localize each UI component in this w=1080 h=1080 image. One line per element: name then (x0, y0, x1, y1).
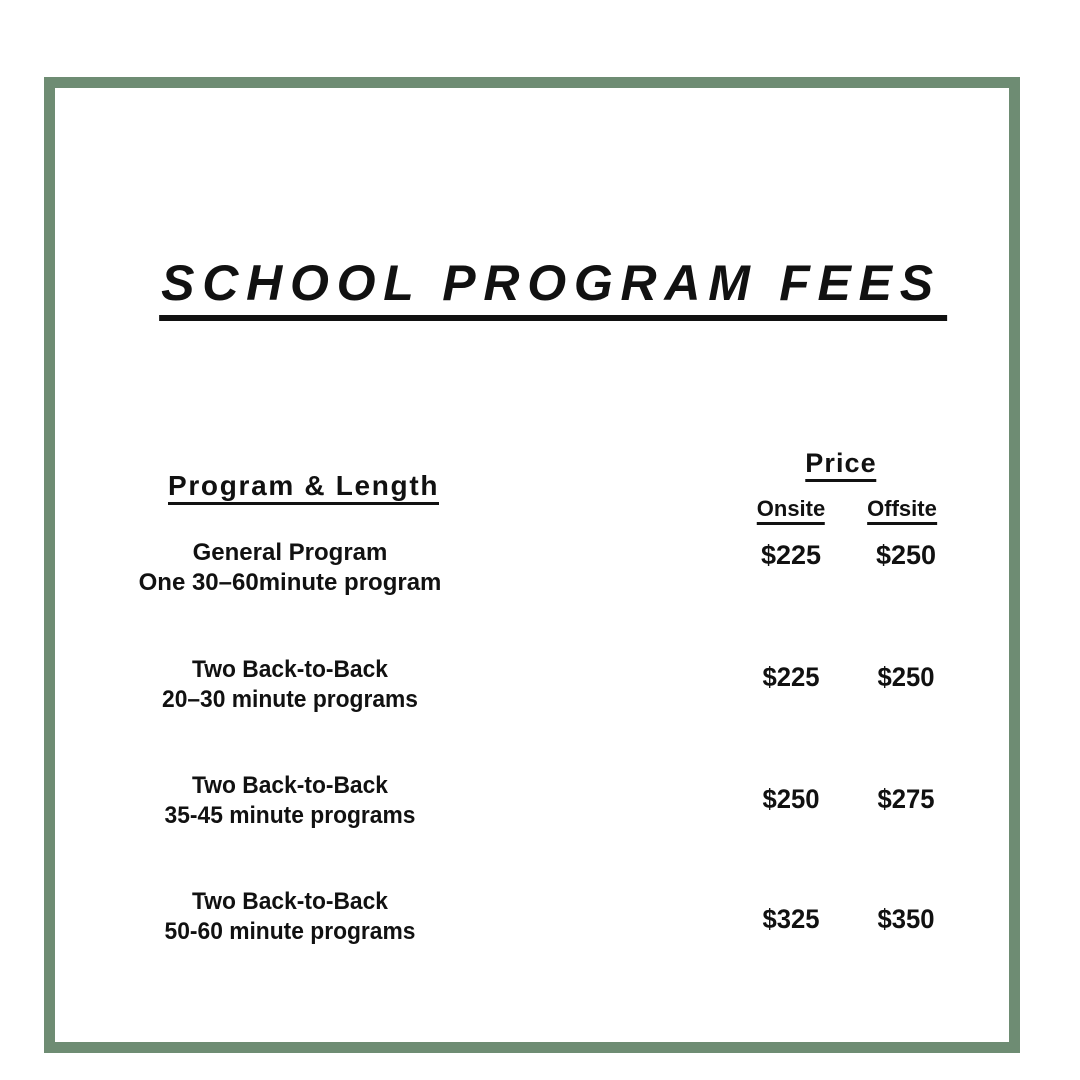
onsite-price: $325 (762, 904, 820, 934)
program-cell (90, 538, 490, 598)
program-cell (100, 655, 480, 715)
program-name: General Program (192, 539, 388, 566)
onsite-price: $225 (762, 662, 820, 692)
onsite-price: $225 (760, 540, 822, 570)
program-cell (100, 771, 480, 831)
program-length: One 30–60minute program (138, 569, 442, 596)
onsite-column-header: Onsite (757, 496, 825, 522)
page-title-wrap (159, 256, 947, 321)
offsite-price: $250 (877, 662, 935, 692)
offsite-price: $350 (877, 904, 935, 934)
offsite-price: $275 (877, 784, 935, 814)
price-header: Price (805, 448, 876, 479)
offsite-column-header: Offsite (867, 496, 937, 522)
program-name: Two Back-to-Back (192, 772, 388, 799)
onsite-price: $250 (762, 784, 820, 814)
program-length: 50-60 minute programs (164, 918, 416, 945)
program-cell (100, 887, 480, 947)
program-length: 20–30 minute programs (162, 686, 418, 713)
page-title: SCHOOL PROGRAM FEES (159, 256, 947, 321)
program-length-header: Program & Length (168, 470, 439, 502)
program-name: Two Back-to-Back (192, 888, 388, 915)
program-name: Two Back-to-Back (192, 656, 388, 683)
program-length: 35-45 minute programs (164, 802, 416, 829)
offsite-price: $250 (875, 540, 937, 570)
